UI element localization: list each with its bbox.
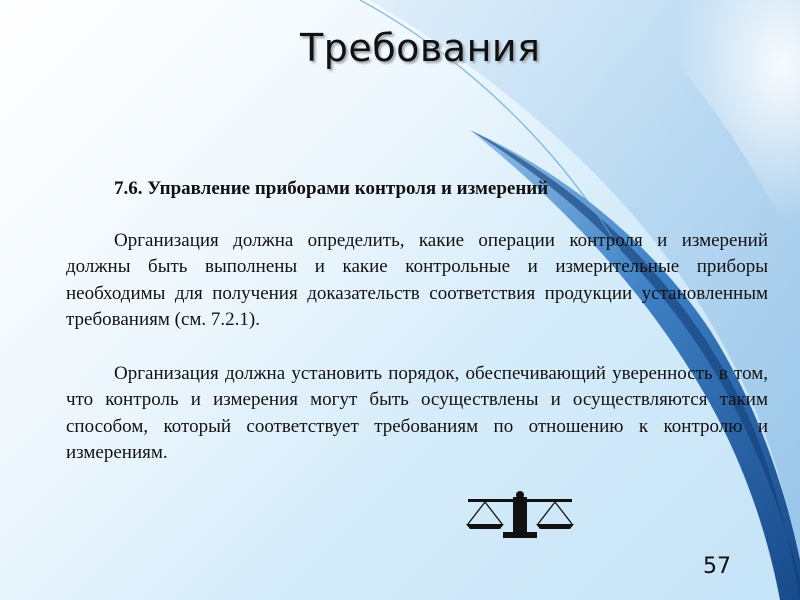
slide-body (66, 176, 768, 494)
section-heading: 7.6. Управление приборами контроля и измерений (114, 178, 549, 199)
slide-title: Требования (300, 26, 541, 70)
page-number: 57 (703, 554, 731, 579)
paragraph-2: Организация должна установить порядок, обеспечивающий уверенность в том, что контроль и измерения могут быть осуществлены и осуществляются таким способом, который соответствует требованиям по отношению к контролю и измерениям. (66, 362, 768, 463)
scales-icon (460, 488, 580, 538)
paragraph-1: Организация должна определить, какие операции контроля и измерений должны быть выполнены и какие контрольные и измерительные приборы необходимы для получения доказательств соответствия продукции установленным требованиям (см. 7.2.1). (66, 229, 768, 330)
